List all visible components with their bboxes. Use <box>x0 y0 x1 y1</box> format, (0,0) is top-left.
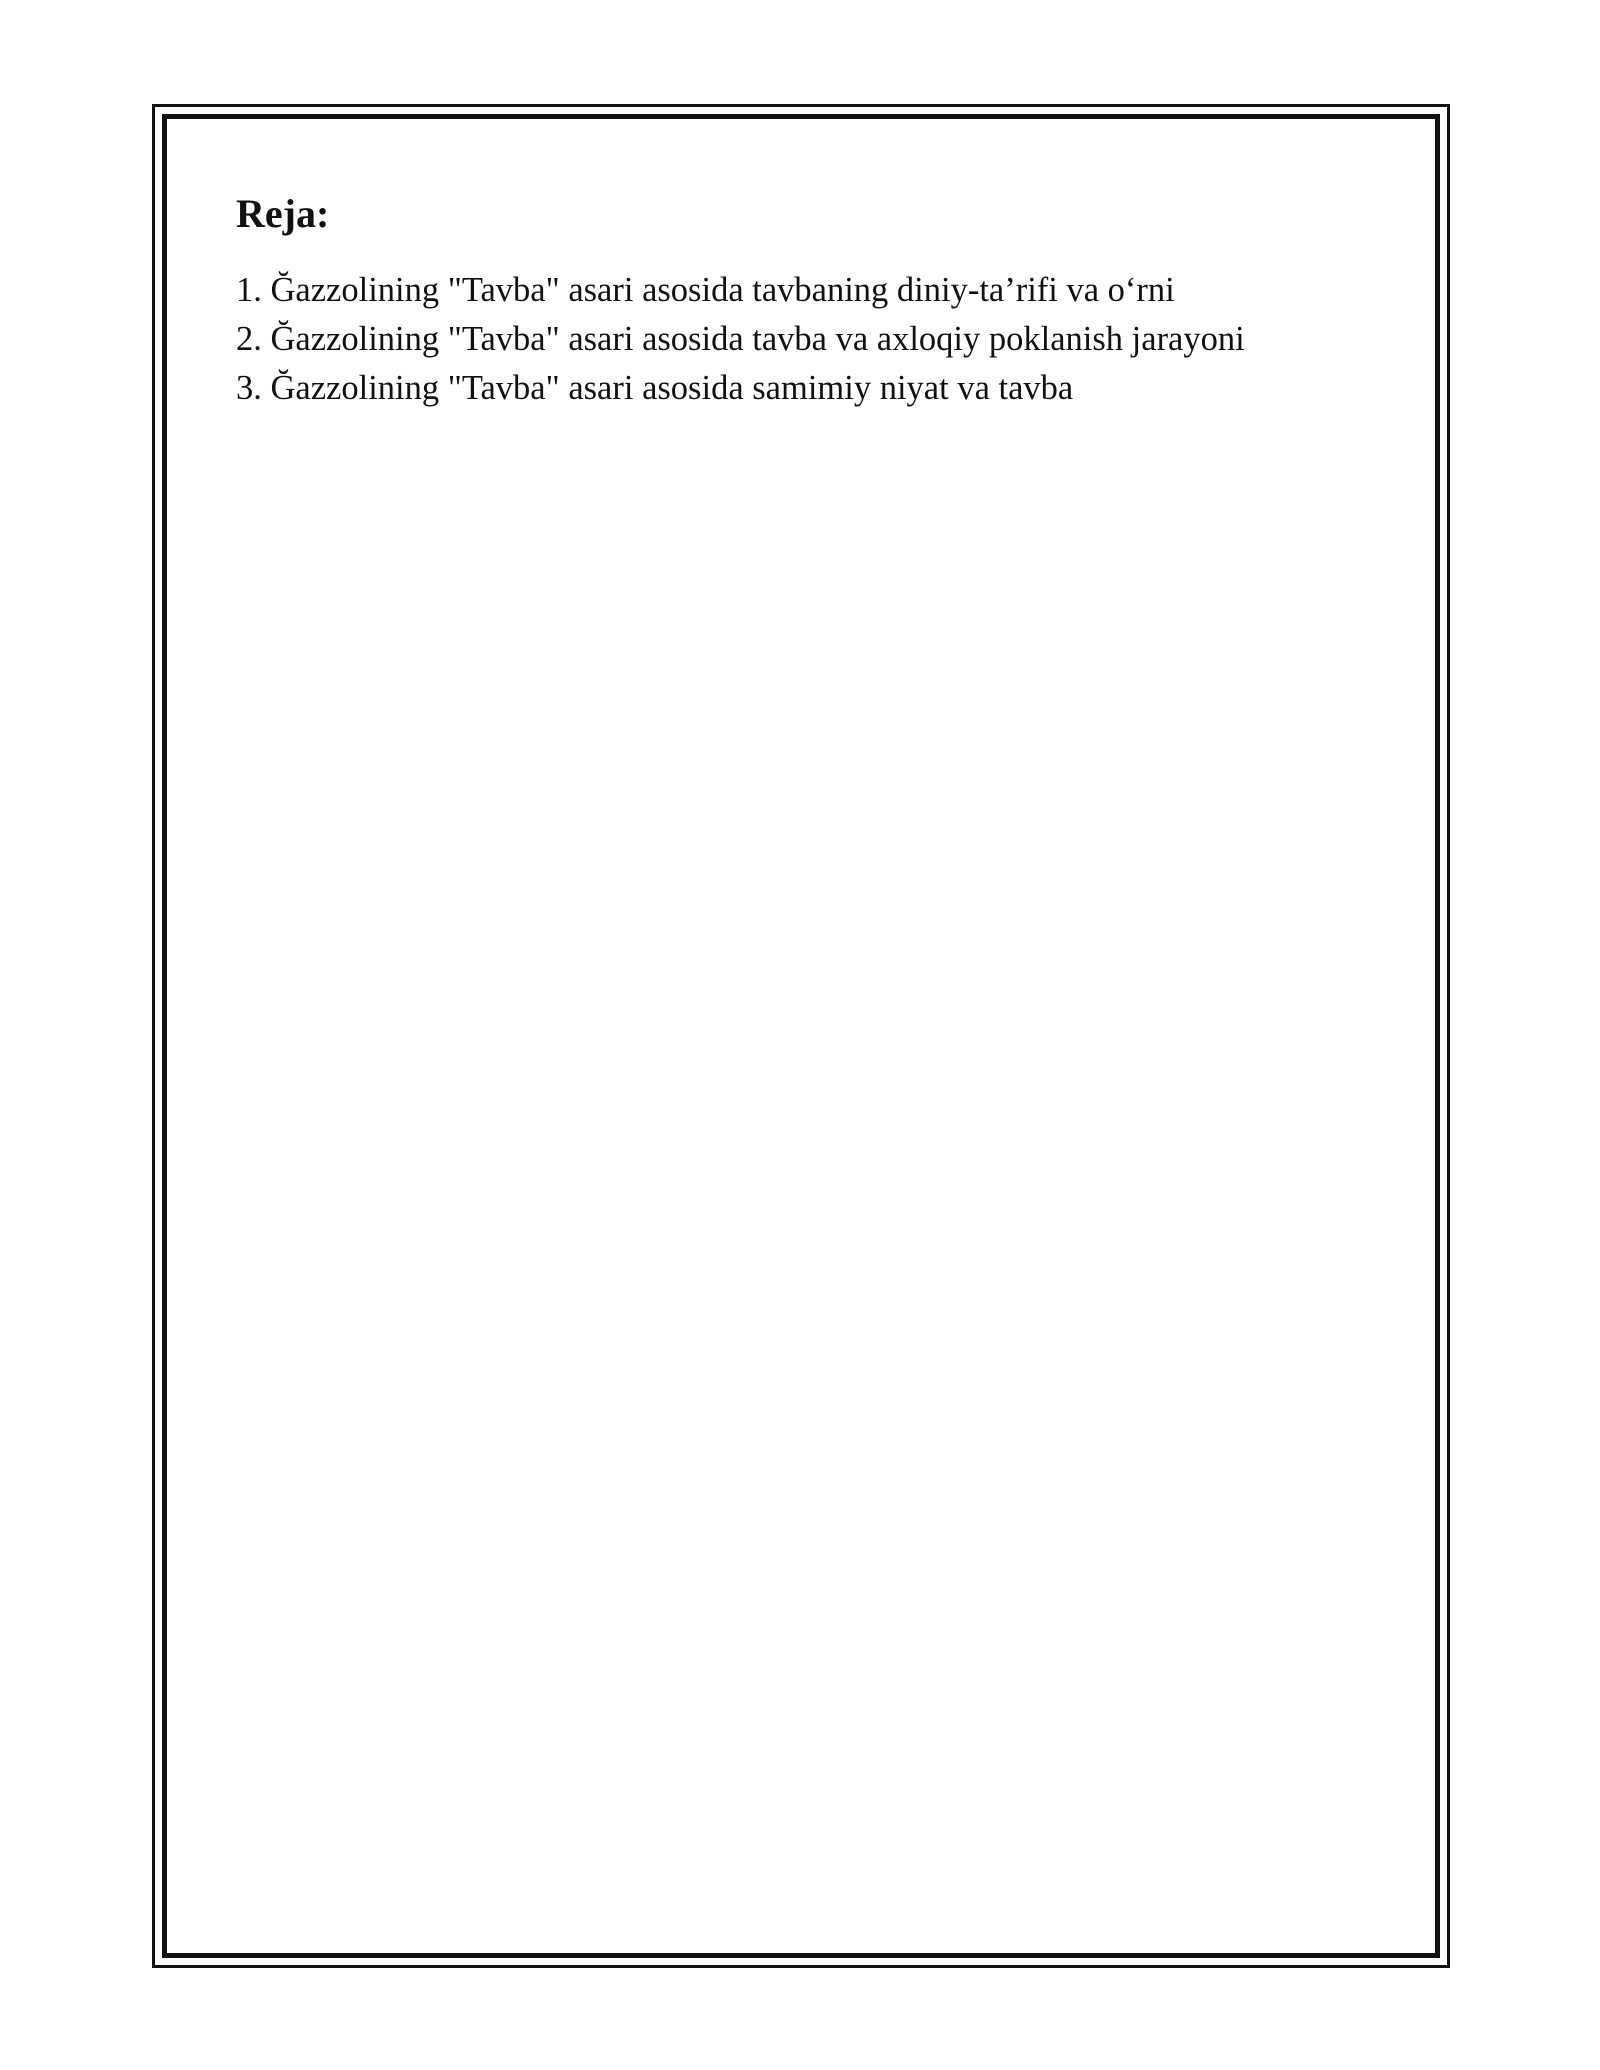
plan-item-2: 2. Ğazzolining "Tavba" asari asosida tavba va axloqiy poklanish jarayoni <box>236 320 1245 358</box>
plan-title: Reja: <box>236 191 330 236</box>
plan-item-1: 1. Ğazzolining "Tavba" asari asosida tavbaning diniy-ta’rifi va o‘rni <box>236 271 1175 309</box>
plan-list <box>236 266 1386 413</box>
plan-item-3: 3. Ğazzolining "Tavba" asari asosida samimiy niyat va tavba <box>236 369 1074 407</box>
page-content <box>236 188 1386 413</box>
